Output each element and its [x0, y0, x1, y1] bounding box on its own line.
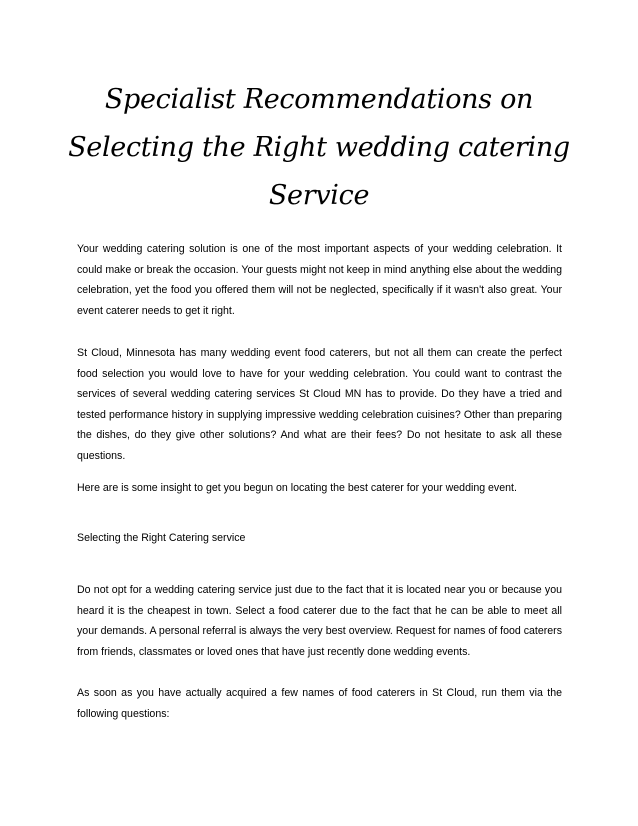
- title-line-2: Selecting the Right wedding catering: [68, 132, 570, 163]
- title-line-3: Service: [268, 180, 370, 211]
- paragraph-insight: Here are is some insight to get you begun on locating the best caterer for your wedding event.: [77, 482, 517, 494]
- paragraph-following-questions: As soon as you have actually acquired a few names of food caterers in St Cloud, run them via the following questions:: [77, 687, 562, 720]
- paragraph-st-cloud-caterers: St Cloud, Minnesota has many wedding event food caterers, but not all them can create the perfect food selection you would love to have for your wedding celebration. You could want to contrast the services of several wedding catering services St Cloud MN has to provide. Do they have a tried and tested performance history in supplying impressive wedding celebration cuisines? Other than preparing the dishes, do they give other solutions? And what are their fees? Do not hesitate to ask all these questions.: [77, 347, 562, 462]
- document-title: [60, 76, 578, 220]
- section-heading-selecting-caterer: Selecting the Right Catering service: [77, 532, 246, 544]
- paragraph-intro: Your wedding catering solution is one of the most important aspects of your wedding celebration. It could make or break the occasion. Your guests might not keep in mind anything else about the wedding celebration, yet the food you offered them will not be neglected, specifically if it wasn't also great. Your event caterer needs to get it right.: [77, 243, 562, 317]
- paragraph-do-not-opt: Do not opt for a wedding catering service just due to the fact that it is located near you or because you heard it is the cheapest in town. Select a food caterer due to the fact that he can be able to meet all your demands. A personal referral is always the very best overview. Request for names of food caterers from friends, classmates or loved ones that have just recently done wedding events.: [77, 584, 562, 658]
- title-line-1: Specialist Recommendations on: [104, 84, 534, 115]
